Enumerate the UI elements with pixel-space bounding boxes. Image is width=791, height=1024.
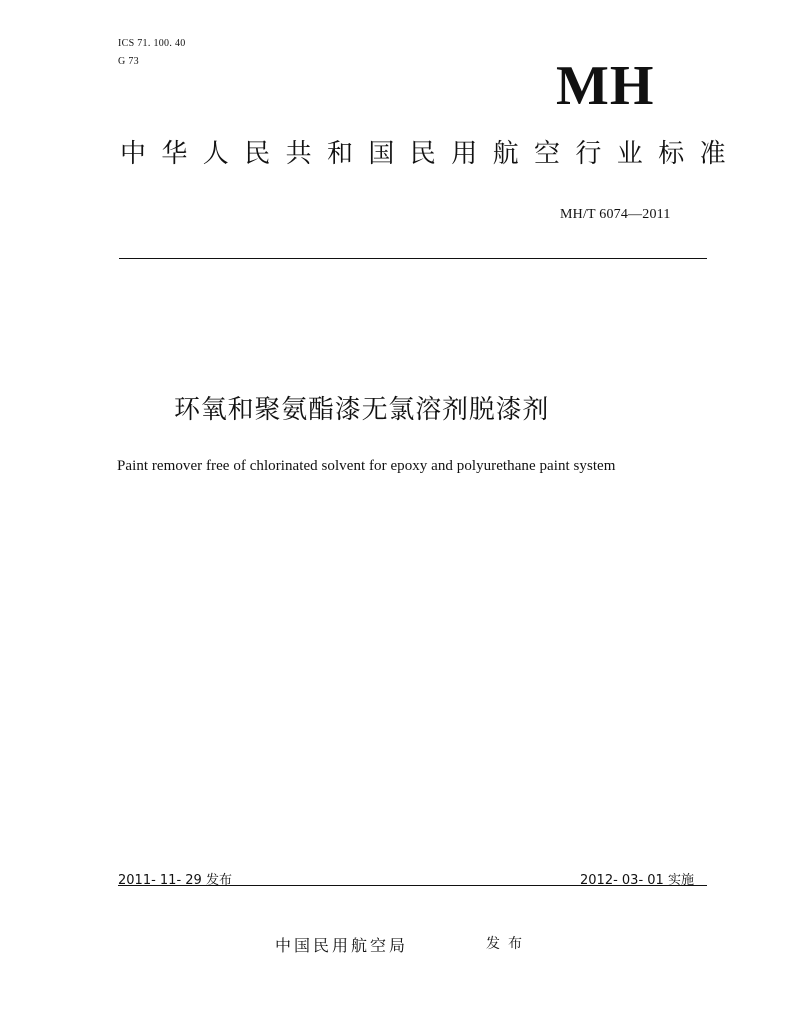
document-title-chinese: 环氧和聚氨酯漆无氯溶剂脱漆剂 <box>174 395 550 425</box>
standard-type-heading: 中华人民共和国民用航空行业标准 <box>120 139 742 169</box>
footer-divider <box>118 885 707 886</box>
standard-logo: MH <box>556 55 655 117</box>
implementation-date: 2012- 03- 01 实施 <box>580 873 694 888</box>
issue-label: 发布 <box>486 936 530 952</box>
standard-number: MH/T 6074—2011 <box>560 207 671 222</box>
ics-code: ICS 71. 100. 40 <box>118 38 186 49</box>
document-title-english: Paint remover free of chlorinated solvent for epoxy and polyurethane paint system <box>117 458 616 474</box>
issue-date: 2011- 11- 29 发布 <box>118 873 232 888</box>
issuing-authority: 中国民用航空局 <box>275 936 409 955</box>
header-divider <box>119 258 707 259</box>
classification-code: G 73 <box>118 56 139 67</box>
